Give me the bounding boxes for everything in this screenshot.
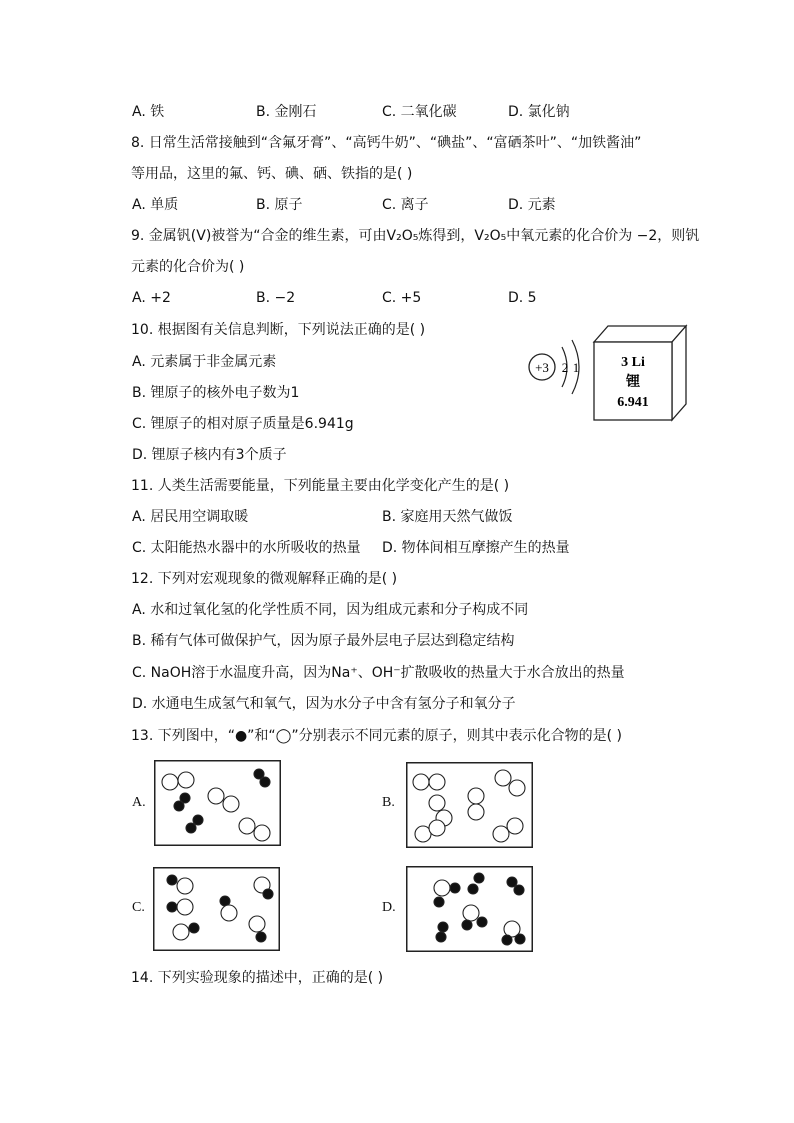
q7-option-d: D. 氯化钠 [508, 104, 570, 120]
black-atom [186, 823, 196, 833]
q11-option-a: A. 居民用空调取暖 [132, 509, 249, 525]
q9-option-d: D. 5 [508, 290, 537, 306]
q8-stem-line1: 8. 日常生活常接触到“含氟牙膏”、“高钙牛奶”、“碘盐”、“富硒茶叶”、“加铁酱油” [131, 135, 642, 151]
shell-2-count: 1 [572, 360, 580, 375]
q13-diagram-a [154, 760, 281, 846]
black-atom [514, 885, 524, 895]
black-atom [167, 875, 177, 885]
black-atom [477, 917, 487, 927]
black-atom [189, 923, 199, 933]
white-atom [509, 780, 525, 796]
white-atom [434, 880, 450, 896]
black-atom [193, 815, 203, 825]
element-cell-box [594, 326, 686, 420]
q7-option-a: A. 铁 [132, 104, 165, 120]
q13-label-c: C. [132, 900, 145, 915]
q9-stem-line1: 9. 金属钒(V)被誉为“合金的维生素，可由V₂O₅炼得到，V₂O₅中氧元素的化合价为 −2，则钒 [131, 228, 700, 244]
white-atom [162, 774, 178, 790]
white-atom [468, 788, 484, 804]
q10-option-d: D. 锂原子核内有3个质子 [132, 447, 287, 463]
black-atom [474, 873, 484, 883]
white-atom [223, 796, 239, 812]
white-atom [177, 878, 193, 894]
black-atom [502, 935, 512, 945]
white-atom [249, 916, 265, 932]
q7-option-b: B. 金刚石 [256, 104, 317, 120]
q10-option-a: A. 元素属于非金属元素 [132, 354, 277, 370]
q10-option-c: C. 锂原子的相对原子质量是6.941g [132, 416, 354, 432]
q12-option-c: C. NaOH溶于水温度升高，因为Na⁺、OH⁻扩散吸收的热量大于水合放出的热量 [132, 665, 625, 681]
black-atom [507, 877, 517, 887]
lithium-figure [520, 322, 690, 422]
white-atom [173, 924, 189, 940]
nucleus-charge: +3 [535, 360, 549, 375]
shell-1-count: 2 [561, 360, 569, 375]
white-atom [221, 905, 237, 921]
black-atom [167, 902, 177, 912]
black-atom [462, 920, 472, 930]
black-atom [260, 777, 270, 787]
q13-label-d: D. [382, 900, 396, 915]
q13-label-a: A. [132, 795, 146, 810]
q9-stem-line2: 元素的化合价为( ) [131, 259, 245, 275]
q12-option-a: A. 水和过氧化氢的化学性质不同，因为组成元素和分子构成不同 [132, 602, 529, 618]
element-name: 锂 [626, 374, 640, 390]
atom-structure-diagram [529, 340, 579, 394]
black-atom [256, 932, 266, 942]
q9-option-c: C. +5 [382, 290, 422, 306]
q8-option-b: B. 原子 [256, 197, 303, 213]
q13-stem: 13. 下列图中，“●”和“◯”分别表示不同元素的原子，则其中表示化合物的是( ) [131, 728, 622, 744]
q8-option-d: D. 元素 [508, 197, 556, 213]
q11-option-c: C. 太阳能热水器中的水所吸收的热量 [132, 540, 361, 556]
white-atom [177, 899, 193, 915]
white-atom [429, 795, 445, 811]
q9-option-b: B. −2 [256, 290, 296, 306]
white-atom [429, 774, 445, 790]
black-atom [515, 934, 525, 944]
q14-stem: 14. 下列实验现象的描述中，正确的是( ) [131, 970, 384, 986]
q10-stem: 10. 根据图有关信息判断，下列说法正确的是( ) [131, 322, 426, 338]
q8-option-c: C. 离子 [382, 197, 429, 213]
white-atom [463, 905, 479, 921]
q13-diagram-c [153, 867, 280, 951]
white-atom [507, 818, 523, 834]
q12-stem: 12. 下列对宏观现象的微观解释正确的是( ) [131, 571, 398, 587]
q8-stem-line2: 等用品，这里的氟、钙、碘、硒、铁指的是( ) [131, 166, 413, 182]
white-atom [208, 788, 224, 804]
white-atom [429, 820, 445, 836]
white-atom [239, 818, 255, 834]
q7-option-c: C. 二氧化碳 [382, 104, 457, 120]
black-atom [468, 884, 478, 894]
q13-diagram-b [406, 762, 533, 848]
white-atom [495, 770, 511, 786]
q11-option-b: B. 家庭用天然气做饭 [382, 509, 513, 525]
q9-option-a: A. +2 [132, 290, 171, 306]
white-atom [178, 772, 194, 788]
white-atom [254, 825, 270, 841]
q12-option-b: B. 稀有气体可做保护气，因为原子最外层电子层达到稳定结构 [132, 633, 515, 649]
black-atom [438, 922, 448, 932]
white-atom [413, 774, 429, 790]
black-atom [174, 801, 184, 811]
white-atom [468, 804, 484, 820]
black-atom [263, 889, 273, 899]
black-atom [436, 932, 446, 942]
q8-option-a: A. 单质 [132, 197, 179, 213]
q10-option-b: B. 锂原子的核外电子数为1 [132, 385, 300, 401]
q12-option-d: D. 水通电生成氢气和氧气，因为水分子中含有氢分子和氧分子 [132, 696, 516, 712]
q13-diagram-d [406, 866, 533, 952]
black-atom [434, 897, 444, 907]
q11-option-d: D. 物体间相互摩擦产生的热量 [382, 540, 570, 556]
q11-stem: 11. 人类生活需要能量，下列能量主要由化学变化产生的是( ) [131, 478, 510, 494]
element-number-symbol: 3 Li [621, 355, 645, 370]
white-atom [493, 826, 509, 842]
black-atom [450, 883, 460, 893]
element-mass: 6.941 [617, 395, 649, 410]
q13-label-b: B. [382, 795, 395, 810]
